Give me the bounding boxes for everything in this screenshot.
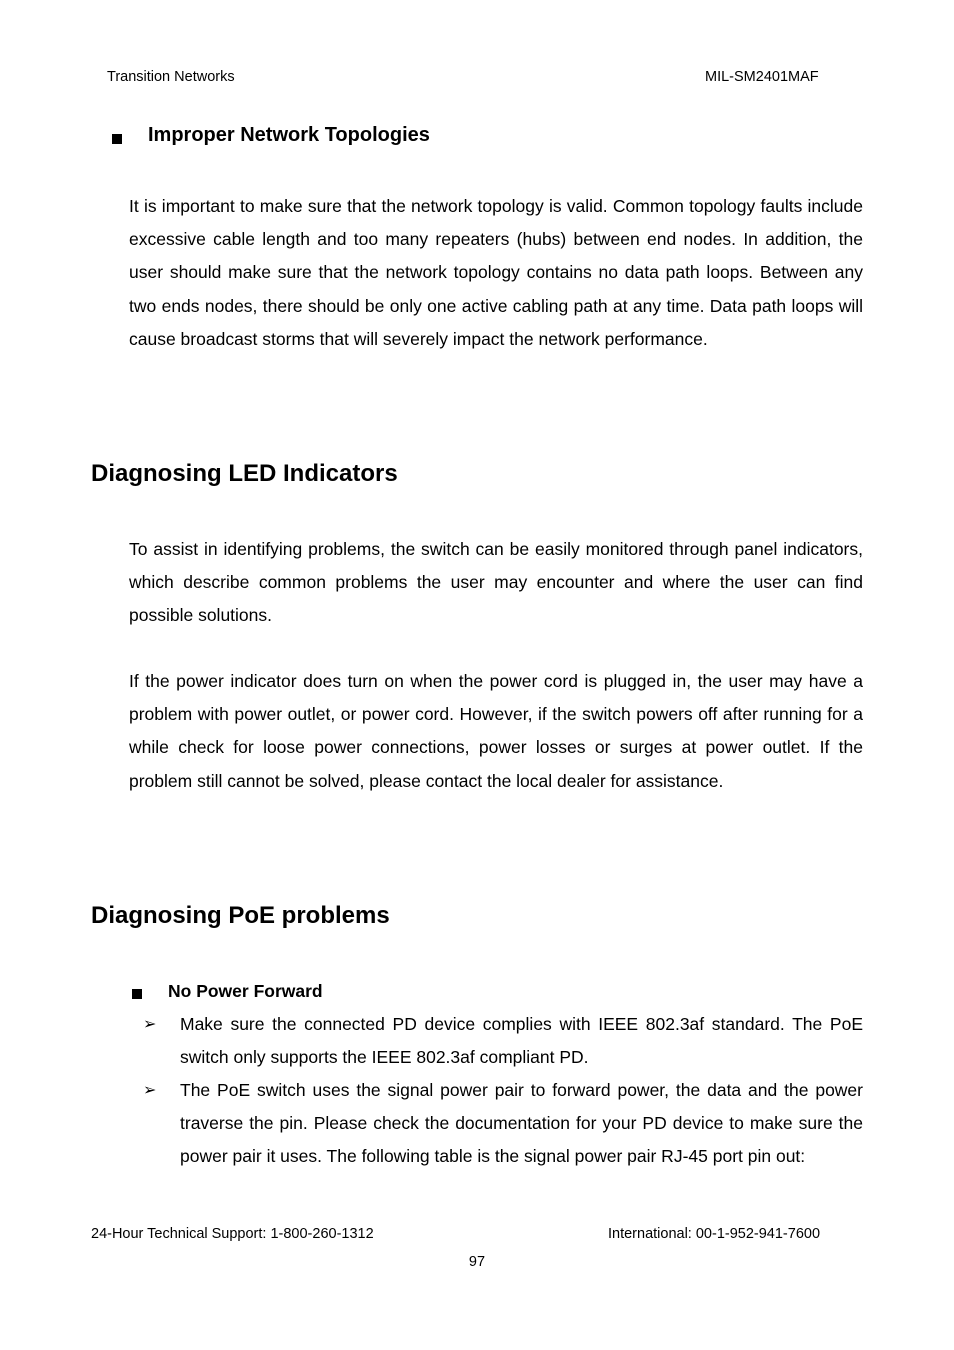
led-paragraph-1: To assist in identifying problems, the switch can be easily monitored through panel indicators, which describe common problems the user may encounter and where the user can find possible solutions.	[129, 539, 863, 626]
topology-paragraph: It is important to make sure that the network topology is valid. Common topology faults include excessive cable length and too many repeaters (hubs) between end nodes. In addition, the user should make sure that the network topology contains no data path loops. Between any two ends nodes, there should be only one active cabling path at any time. Data path loops will cause broadcast storms that will severely impact the network performance.	[129, 196, 863, 349]
footer-international: International: 00-1-952-941-7600	[608, 1226, 821, 1242]
arrow-bullet-icon: ➢	[143, 1016, 157, 1033]
poe-subheading: No Power Forward	[168, 981, 323, 1001]
poe-section-title: Diagnosing PoE problems	[91, 902, 390, 929]
arrow-bullet-icon: ➢	[143, 1082, 157, 1099]
page-number: 97	[468, 1254, 486, 1270]
header-right: MIL-SM2401MAF	[705, 69, 819, 85]
topology-heading: Improper Network Topologies	[148, 124, 430, 146]
led-section-title: Diagnosing LED Indicators	[91, 460, 398, 487]
list-item-text: The PoE switch uses the signal power pair to forward power, the data and the power traverse the pin. Please check the documentation for your PD device to make sure the power pair it uses. The following table is the signal power pair RJ-45 port pin out:	[180, 1080, 863, 1167]
led-paragraph-2: If the power indicator does turn on when the power cord is plugged in, the user may have a problem with power outlet, or power cord. However, if the switch powers off after running for a while check for loose power connections, power losses or surges at power outlet. If the problem still cannot be solved, please contact the local dealer for assistance.	[129, 671, 863, 791]
bullet-square-icon	[132, 986, 142, 1004]
header-left: Transition Networks	[107, 69, 235, 85]
list-item-text: Make sure the connected PD device complies with IEEE 802.3af standard. The PoE switch only supports the IEEE 802.3af compliant PD.	[180, 1014, 863, 1068]
footer-support: 24-Hour Technical Support: 1-800-260-1312	[91, 1226, 374, 1242]
bullet-square-icon	[112, 131, 122, 149]
